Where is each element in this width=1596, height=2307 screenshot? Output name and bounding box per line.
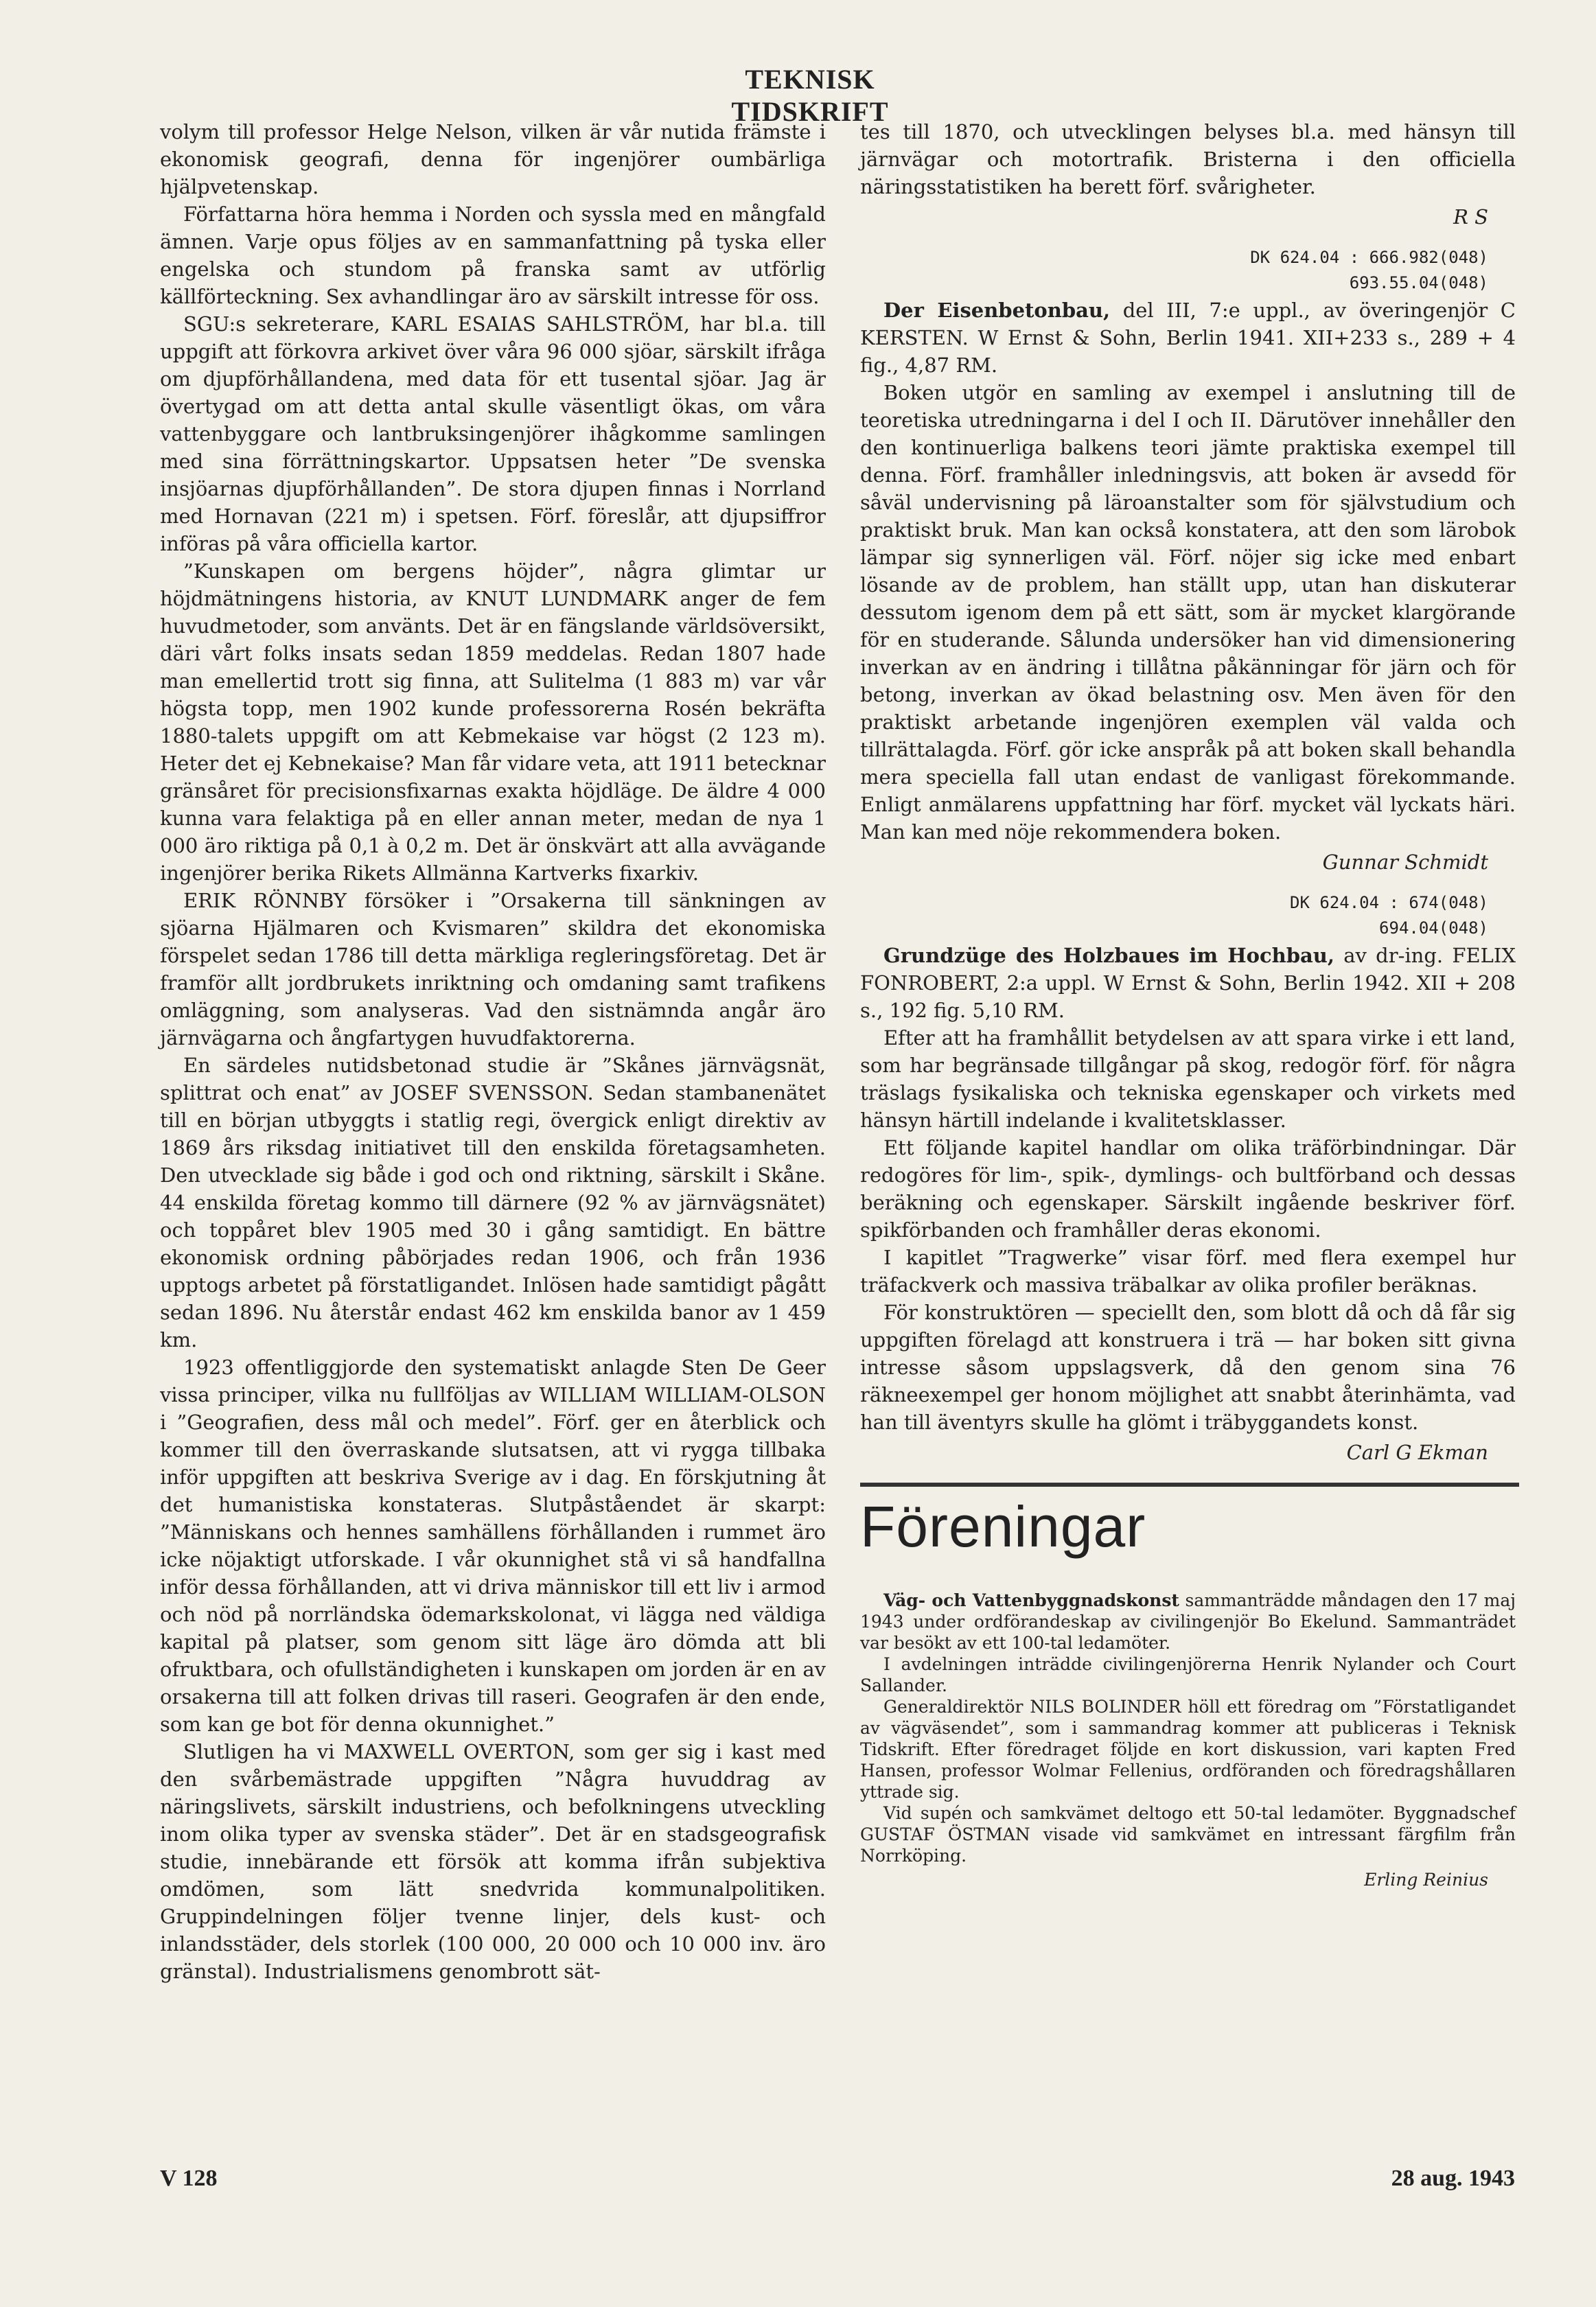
paragraph: volym till professor Helge Nelson, vilken är vår nutida främste i ekonomisk geografi, denna för ingenjörer oumbärliga hjälpvetenskap.	[160, 120, 826, 198]
running-head: TEKNISK TIDSKRIFT	[731, 64, 889, 127]
signature: Carl G Ekman	[1346, 1441, 1488, 1464]
paragraph: SGU:s sekreterare, KARL ESAIAS SAHLSTRÖM, har bl.a. till uppgift att förkovra arkivet över våra 96 000 sjöar, särskilt ifråga om djupförhållandena, med data för ett tusental sjöar. Jag är övertygad om att detta antal skulle väsentligt ökas, om våra vattenbyggare och lantbruksingenjörer ihågkomme samlingen med sina förrättningskartor. Uppsatsen heter ”De svenska insjöarnas djupförhållanden”. De stora djupen finnas i Norrland med Hornavan (221 m) i spetsen. Förf. föreslår, att djupsiffror införas på våra officiella kartor.	[160, 312, 826, 555]
dk-classification: DK 624.04 : 666.982(048)	[1250, 248, 1488, 267]
signature: Erling Reinius	[1364, 1870, 1488, 1890]
dk-classification: DK 624.04 : 674(048)	[1290, 893, 1488, 912]
review-body: Ett följande kapitel handlar om olika träförbindningar. Där redogöres för lim-, spik-, dymlings- och bultförband och dessas beräkning och egenskaper. Särskilt ingående beskriver förf. spikförbanden och framhåller deras ekonomi.	[860, 1136, 1516, 1242]
left-column	[160, 118, 826, 1985]
society-report: sammanträdde måndagen den 17 maj 1943 under ordförandeskap av civilingenjör Bo Ekelund. Sammanträdet var besökt av ett 100-tal ledamöter.	[860, 1590, 1516, 1653]
society-name: Väg- och Vattenbyggnadskonst	[883, 1590, 1179, 1610]
book-bibliography: av dr-ing. FELIX FONROBERT, 2:a uppl. W Ernst & Sohn, Berlin 1942. XII + 208 s., 192 fig. 5,10 RM.	[860, 944, 1516, 1022]
book-title: Grundzüge des Holzbaues im Hochbau,	[883, 944, 1334, 967]
review-body: Efter att ha framhållit betydelsen av att spara virke i ett land, som har begränsade tillgångar på skog, redogör förf. för några träslags fysikaliska och tekniska egenskaper och virkets med hänsyn härtill indelande i kvalitetsklasser.	[860, 1026, 1516, 1132]
dk-classification: 693.55.04(048)	[1349, 273, 1488, 292]
review-body: I kapitlet ”Tragwerke” visar förf. med flera exempel hur träfackverk och massiva träbalkar av olika profiler beräknas.	[860, 1246, 1516, 1297]
section-heading: Föreningar	[860, 1494, 1146, 1559]
right-column	[860, 118, 1516, 1907]
society-report: I avdelningen inträdde civilingenjörerna Henrik Nylander och Court Sallander.	[860, 1654, 1516, 1695]
section-rule	[860, 1483, 1519, 1487]
issue-date: 28 aug. 1943	[1391, 2166, 1515, 2191]
signature: R S	[1453, 205, 1488, 229]
paragraph: 1923 offentliggjorde den systematiskt anlagde Sten De Geer vissa principer, vilka nu fullföljas av WILLIAM WILLIAM-OLSON i ”Geografien, dess mål och medel”. Förf. ger en återblick och kommer till den överraskande slutsatsen, att vi rygga tillbaka inför uppgiften att beskriva Sverige av i dag. En förskjutning åt det humanistiska konstateras. Slutpåståendet är skarpt: ”Människans och hennes samhällens förhållanden i rummet äro icke nöjaktigt utforskade. I vår okunnighet stå vi så handfallna inför dessa förhållanden, att vi driva människor till ett liv i armod och nöd på norrländska ödemarkskolonat, vi lägga ned väldiga kapital på platser, som genom sitt läge äro dömda att bli ofruktbara, och ofullständigheten i kunskapen om jorden är en av orsakerna till att folken drivas till raseri. Geografen är den ende, som kan ge bot för denna okunnighet.”	[160, 1356, 826, 1736]
page-number: V 128	[160, 2166, 218, 2191]
paragraph: tes till 1870, och utvecklingen belyses bl.a. med hänsyn till järnvägar och motortrafik. Bristerna i den officiella näringsstatistiken ha berett förf. svårigheter.	[860, 120, 1516, 198]
book-title: Der Eisenbetonbau,	[883, 299, 1111, 322]
review-body: För konstruktören — speciellt den, som blott då och då får sig uppgiften förelagd att konstruera i trä — har boken sitt givna intresse såsom uppslagsverk, då den genom sina 76 räkneexempel ger honom möjlighet att snabbt återinhämta, vad han till äventyrs skulle ha glömt i träbyggandets konst.	[860, 1301, 1516, 1434]
paragraph: ERIK RÖNNBY försöker i ”Orsakerna till sänkningen av sjöarna Hjälmaren och Kvismaren” skildra det ekonomiska förspelet sedan 1786 till detta märkliga regleringsföretag. Det är framför allt jordbrukets inriktning och omdaning samt trafikens omläggning, som analyseras. Vad den sistnämnda angår äro järnvägarna och ångfartygen huvudfaktorerna.	[160, 889, 826, 1050]
paragraph: En särdeles nutidsbetonad studie är ”Skånes järnvägsnät, splittrat och enat” av JOSEF SVENSSON. Sedan stambanenätet till en början utbyggts i statlig regi, övergick enligt direktiv av 1869 års riksdag initiativet till den enskilda företagsamheten. Den utvecklade sig både i god och ond riktning, särskilt i Skåne. 44 enskilda företag kommo till därnere (92 % av järnvägsnätet) och toppåret blev 1905 med 30 i gång samtidigt. En bättre ekonomisk ordning påbörjades redan 1906, och från 1936 upptogs arbetet på förstatligandet. Inlösen hade samtidigt pågått sedan 1896. Nu återstår endast 462 km enskilda banor av 1 459 km.	[160, 1054, 826, 1352]
society-report: Vid supén och samkvämet deltogo ett 50-tal ledamöter. Byggnadschef GUSTAF ÖSTMAN visade vid samkvämet en intressant färgfilm från Norrköping.	[860, 1803, 1516, 1866]
paragraph: Författarna höra hemma i Norden och syssla med en mångfald ämnen. Varje opus följes av en sammanfattning på tyska eller engelska och stundom på franska samt av utförlig källförteckning. Sex avhandlingar äro av särskilt intresse för oss.	[160, 202, 826, 308]
dk-classification: 694.04(048)	[1379, 918, 1488, 938]
society-report: Generaldirektör NILS BOLINDER höll ett föredrag om ”Förstatligandet av vägväsendet”, som i sammandrag kommer att publiceras i Teknisk Tidskrift. Efter föredraget följde en kort diskussion, vari kapten Fred Hansen, professor Wolmar Fellenius, ordföranden och föredragshållaren yttrade sig.	[860, 1697, 1516, 1802]
signature: Gunnar Schmidt	[1322, 850, 1488, 874]
review-body: Boken utgör en samling av exempel i anslutning till de teoretiska utredningarna i del I och II. Därutöver innehåller den den kontinuerliga balkens teori jämte praktiska exempel till denna. Förf. framhåller inledningsvis, att boken är avsedd för såväl undervisning på läroanstalter som för självstudium och praktiskt bruk. Man kan också konstatera, att den som lärobok lämpar sig synnerligen väl. Förf. nöjer sig icke med enbart lösande av de problem, han ställt upp, utan han diskuterar dessutom igenom dem på ett sätt, som är mycket klargörande för en studerande. Sålunda undersöker han vid dimensionering inverkan av en ändring i tillåtna påkänningar för järn och för betong, inverkan av ökad belastning osv. Men även för den praktiskt arbetande ingenjören exemplen väl valda och tillrättalagda. Förf. gör icke anspråk på att boken skall behandla mera speciella fall utan endast de vanligast förekommande. Enligt anmälarens uppfattning har förf. mycket väl lyckats häri. Man kan med nöje rekommendera boken.	[860, 381, 1516, 844]
paragraph: Slutligen ha vi MAXWELL OVERTON, som ger sig i kast med den svårbemästrade uppgiften ”Några huvuddrag av näringslivets, särskilt industriens, och befolkningens utveckling inom olika typer av svenska städer”. Det är en stadsgeografisk studie, innebärande ett försök att komma ifrån subjektiva omdömen, som lätt snedvrida kommunalpolitiken. Gruppindelningen följer tvenne linjer, dels kust- och inlandsstäder, dels storlek (100 000, 20 000 och 10 000 inv. äro gränstal). Industrialismens genombrott sät-	[160, 1740, 826, 1983]
paragraph: ”Kunskapen om bergens höjder”, några glimtar ur höjdmätningens historia, av KNUT LUNDMARK anger de fem huvudmetoder, som använts. Det är en fängslande världsöversikt, däri vårt folks insats sedan 1859 meddelas. Redan 1807 hade man emellertid trott sig finna, att Sulitelma (1 883 m) var vår högsta topp, men 1902 kunde professorerna Rosén bekräfta 1880-talets uppgift om att Kebmekaise var högst (2 123 m). Heter det ej Kebnekaise? Man får vidare veta, att 1911 betecknar gränsåret för precisionsfixarnas exakta höjdläge. De äldre 4 000 kunna vara felaktiga på en eller annan meter, medan de nya 1 000 äro riktiga på 0,1 à 0,2 m. Det är önskvärt att alla avvägande ingenjörer berika Rikets Allmänna Kartverks fixarkiv.	[160, 559, 826, 885]
book-bibliography: del III, 7:e uppl., av överingenjör C KERSTEN. W Ernst & Sohn, Berlin 1941. XII+233 s., 289 + 4 fig., 4,87 RM.	[860, 299, 1516, 377]
